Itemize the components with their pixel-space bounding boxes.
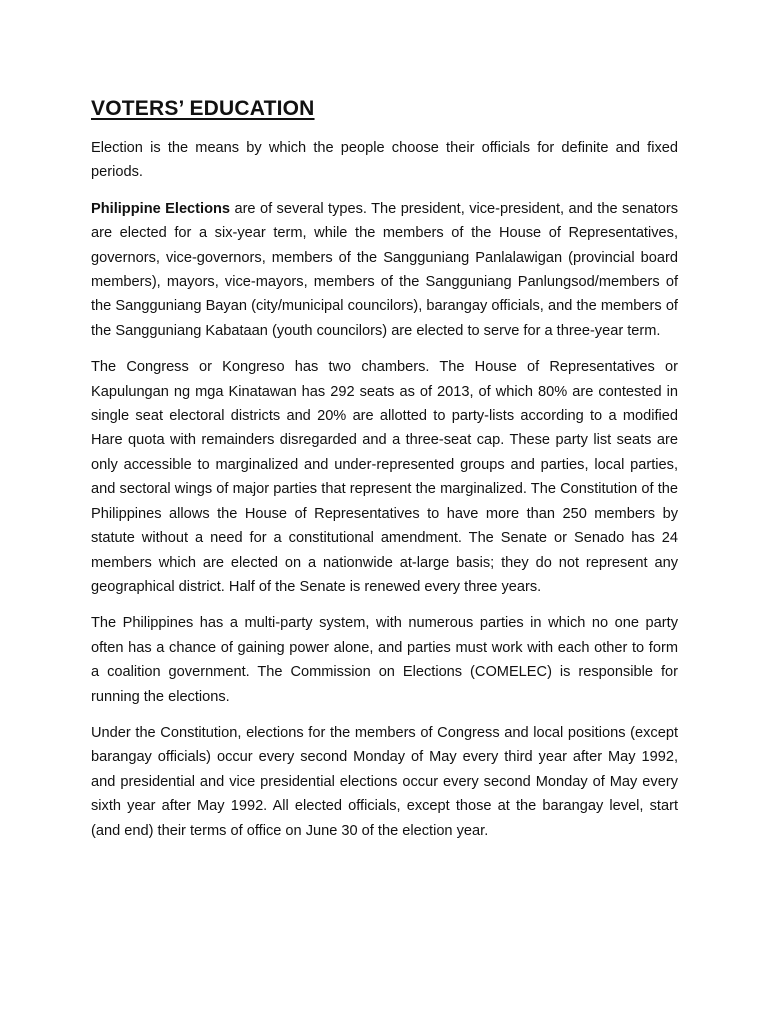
paragraph-party-system bbox=[91, 611, 678, 709]
paragraph-text: Election is the means by which the people choose their officials for definite and fixed periods. bbox=[91, 140, 678, 181]
paragraph-text: The Philippines has a multi-party system, with numerous parties in which no one party often has a chance of gaining power alone, and parties must work with each other to form a coalition government. The Commission on Elections (COMELEC) is responsible for running the elections. bbox=[91, 615, 678, 705]
paragraph-text: Under the Constitution, elections for the members of Congress and local positions (except barangay officials) occur every second Monday of May every third year after May 1992, and presidential and vice presidential elections occur every second Monday of May every sixth year after May 1992. All elected officials, except those at the barangay level, start (and end) their terms of office on June 30 of the election year. bbox=[91, 724, 678, 839]
paragraph-election-definition bbox=[91, 136, 678, 185]
paragraph-text: are of several types. The president, vice-president, and the senators are elected for a six-year term, while the members of the House of Representatives, governors, vice-governors, members of the Sangguniang Panlalawigan (provincial board members), mayors, vice-mayors, members of the Sangguniang Panlungsod/members of the Sangguniang Bayan (city/municipal councilors), barangay officials, and the members of the Sangguniang Kabataan (youth councilors) are elected to serve for a three-year term. bbox=[91, 200, 678, 339]
paragraph-congress bbox=[91, 355, 678, 599]
paragraph-philippine-elections bbox=[91, 197, 678, 343]
document-content bbox=[91, 94, 678, 855]
paragraph-lead: Philippine Elections bbox=[91, 200, 231, 217]
paragraph-constitution-elections bbox=[91, 721, 678, 843]
paragraph-text: The Congress or Kongreso has two chambers. The House of Representatives or Kapulungan ng mga Kinatawan has 292 seats as of 2013, of which 80% are contested in single seat electoral districts and 20% are allotted to party-lists according to a modified Hare quota with remainders disregarded and a three-seat cap. These party list seats are only accessible to marginalized and under-represented groups and parties, local parties, and sectoral wings of major parties that represent the marginalized. The Constitution of the Philippines allows the House of Representatives to have more than 250 members by statute without a need for a constitutional amendment. The Senate or Senado has 24 members which are elected on a nationwide at-large basis; they do not represent any geographical district. Half of the Senate is renewed every three years. bbox=[91, 359, 678, 595]
document-title: VOTERS’ EDUCATION bbox=[91, 97, 315, 120]
